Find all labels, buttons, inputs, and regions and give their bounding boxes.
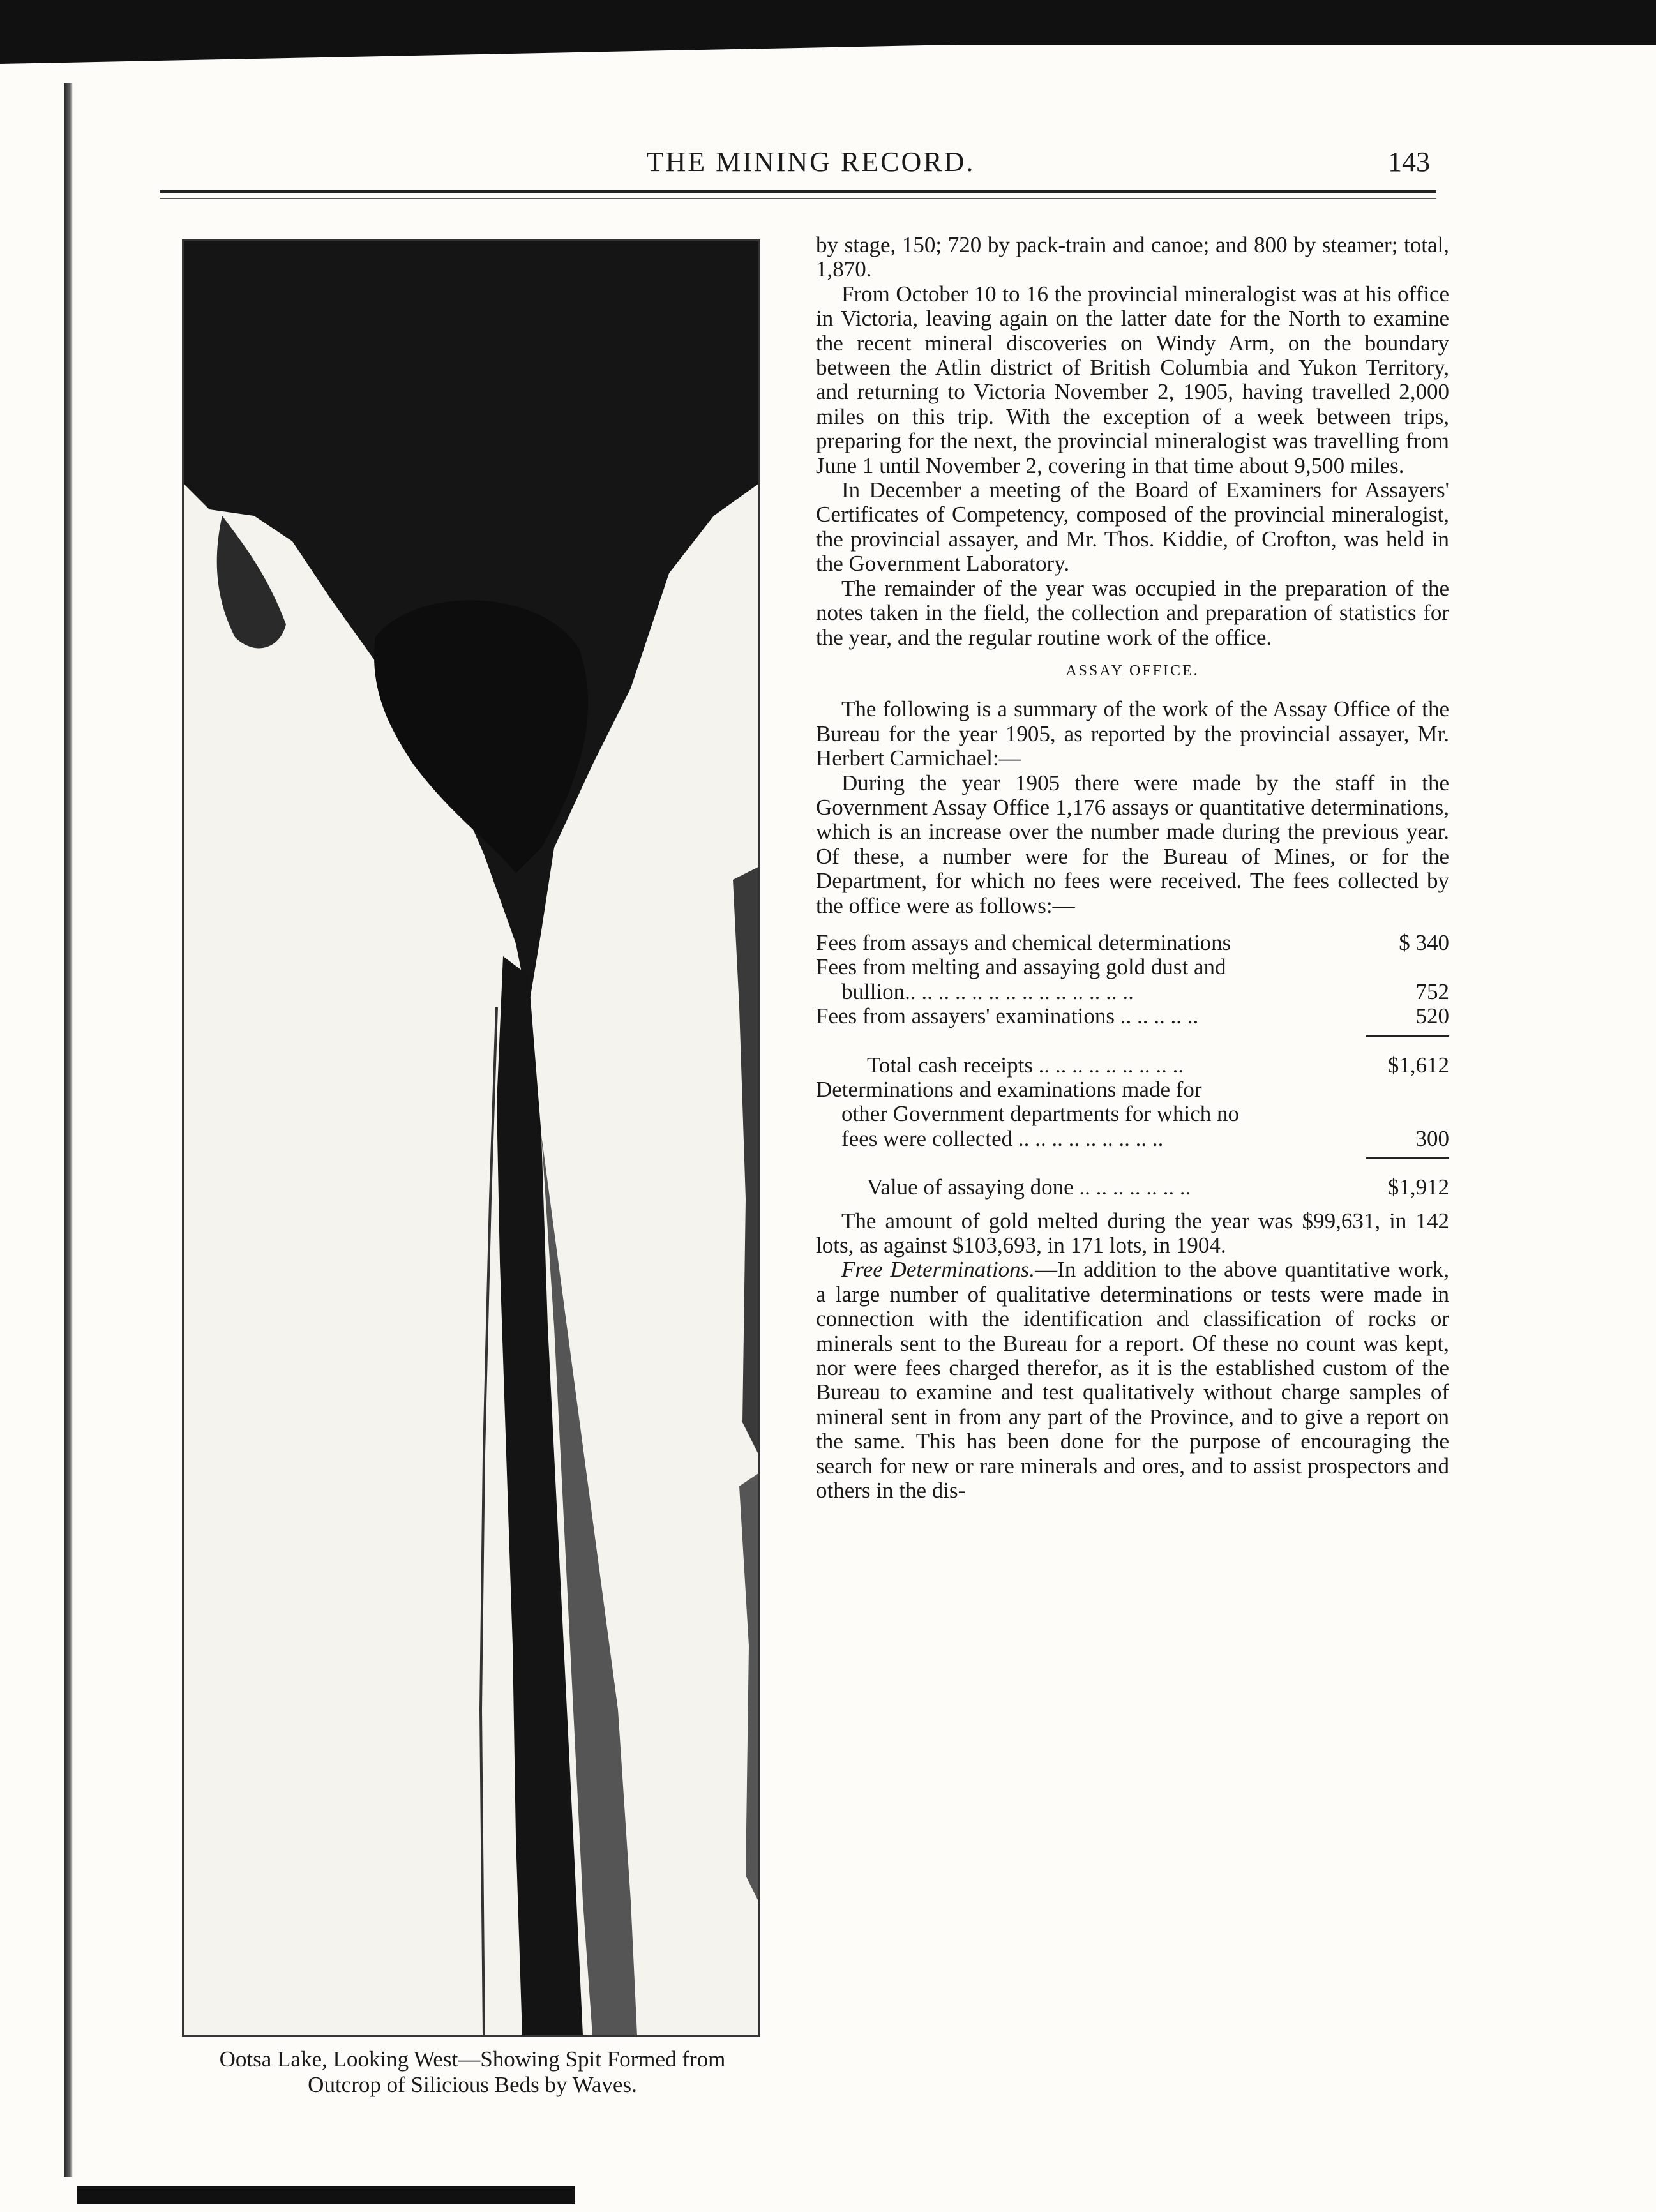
- page-number: 143: [1388, 146, 1430, 177]
- paragraph: In December a meeting of the Board of Examiners for Assayers' Certificates of Competency, composed of the provincial mineralogist, the provincial assayer, and Mr. Thos. Kiddie, of Crofton, was held in the Government Laboratory.: [816, 478, 1449, 576]
- fee-amount: 520: [1415, 1004, 1449, 1029]
- fee-total-row: [816, 1175, 1449, 1200]
- fee-label: Determinations and examinations made for: [816, 1077, 1202, 1102]
- lake-photograph: [182, 239, 760, 2037]
- paragraph: by stage, 150; 720 by pack-train and canoe; and 800 by steamer; total, 1,870.: [816, 232, 1449, 282]
- sum-rule: [1366, 1035, 1449, 1037]
- paragraph: From October 10 to 16 the provincial mineralogist was at his office in Victoria, leaving again on the latter date for the North to examine the recent mineral discoveries on Windy Arm, on the boundary between the Atlin district of British Columbia and Yukon Territory, and returning to Victoria November 2, 1905, having travelled 2,000 miles on this trip. With the exception of a week between trips, preparing for the next, the provincial mineralogist was travelling from June 1 until November 2, covering in that time about 9,500 miles.: [816, 281, 1449, 478]
- paragraph-text: —In addition to the above quantitative work, a large number of qualitative determinations or tests were made in connection with the identification and classification of rocks or minerals sent to the Bureau for a report. Of these no count was kept, nor were fees charged therefor, as it is the established custom of the Bureau to examine and test qualitatively without charge samples of mineral sent in from any part of the Province, and to give a report on the same. This has been done for the purpose of encouraging the search for new or rare minerals and ores, and to assist prospectors and others in the dis-: [816, 1257, 1450, 1503]
- caption-line: Outcrop of Silicious Beds by Waves.: [308, 2072, 637, 2097]
- fee-label: Fees from assays and chemical determinations: [816, 929, 1231, 955]
- fee-amount: $1,912: [1387, 1175, 1449, 1200]
- paragraph: [816, 1258, 1449, 1503]
- fee-row: [816, 955, 1449, 979]
- fee-label: bullion.. .. .. .. .. .. .. .. .. .. .. .. .. ..: [841, 979, 1134, 1004]
- scan-left-edge: [64, 83, 73, 2177]
- fee-amount: $1,612: [1387, 1052, 1449, 1078]
- fee-amount: 752: [1415, 979, 1449, 1004]
- paragraph: During the year 1905 there were made by the staff in the Government Assay Office 1,176 assays or quantitative determinations, which is an increase over the number made during the previous year. Of these, a number were for the Bureau of Mines, or for the Department, for which no fees were received. The fees collected by the office were as follows:—: [816, 770, 1449, 918]
- fee-row: [816, 931, 1449, 955]
- fee-label: fees were collected .. .. .. .. .. .. .. .. ..: [841, 1125, 1164, 1151]
- fee-total-row: [816, 1053, 1449, 1078]
- scan-top-band-edge: [0, 45, 958, 64]
- caption-line: Ootsa Lake, Looking West—Showing Spit Formed from: [219, 2047, 726, 2072]
- photograph-illustration: [184, 241, 758, 2035]
- fee-row: [816, 1004, 1449, 1028]
- fee-label: other Government departments for which no: [841, 1101, 1240, 1127]
- scan-bottom-bar: [77, 2186, 575, 2204]
- article-text-column: [816, 233, 1449, 1503]
- sum-rule: [1366, 1157, 1449, 1159]
- fee-label: Value of assaying done .. .. .. .. .. .. ..: [867, 1175, 1191, 1200]
- header-rule-thin: [160, 198, 1436, 199]
- scan-top-band: [0, 0, 1656, 45]
- running-title: THE MINING RECORD.: [646, 146, 975, 177]
- page-header: [160, 146, 1449, 190]
- paragraph: The following is a summary of the work of the Assay Office of the Bureau for the year 1905, as reported by the provincial assayer, Mr. Herbert Carmichael:—: [816, 696, 1449, 771]
- fee-amount: 300: [1415, 1125, 1449, 1151]
- fee-row: [816, 980, 1449, 1004]
- fee-row: [816, 1127, 1449, 1151]
- fee-label: Total cash receipts .. .. .. .. .. .. .. .. ..: [867, 1052, 1184, 1078]
- fee-row: [816, 1078, 1449, 1102]
- run-in-heading: Free Determinations.: [841, 1257, 1035, 1283]
- fee-amount: $ 340: [1399, 929, 1449, 955]
- fee-label: Fees from assayers' examinations .. .. .. .. ..: [816, 1004, 1199, 1029]
- paragraph: The amount of gold melted during the year was $99,631, in 142 lots, as against $103,693, in 171 lots, in 1904.: [816, 1208, 1449, 1258]
- photo-caption: [153, 2047, 792, 2098]
- paragraph: The remainder of the year was occupied in the preparation of the notes taken in the field, the collection and preparation of statistics for the year, and the regular routine work of the office.: [816, 575, 1449, 650]
- section-heading: ASSAY OFFICE.: [1065, 662, 1200, 679]
- fee-row: [816, 1102, 1449, 1126]
- fees-table: [816, 931, 1449, 1209]
- header-rule: [160, 190, 1436, 193]
- fee-label: Fees from melting and assaying gold dust and: [816, 954, 1226, 980]
